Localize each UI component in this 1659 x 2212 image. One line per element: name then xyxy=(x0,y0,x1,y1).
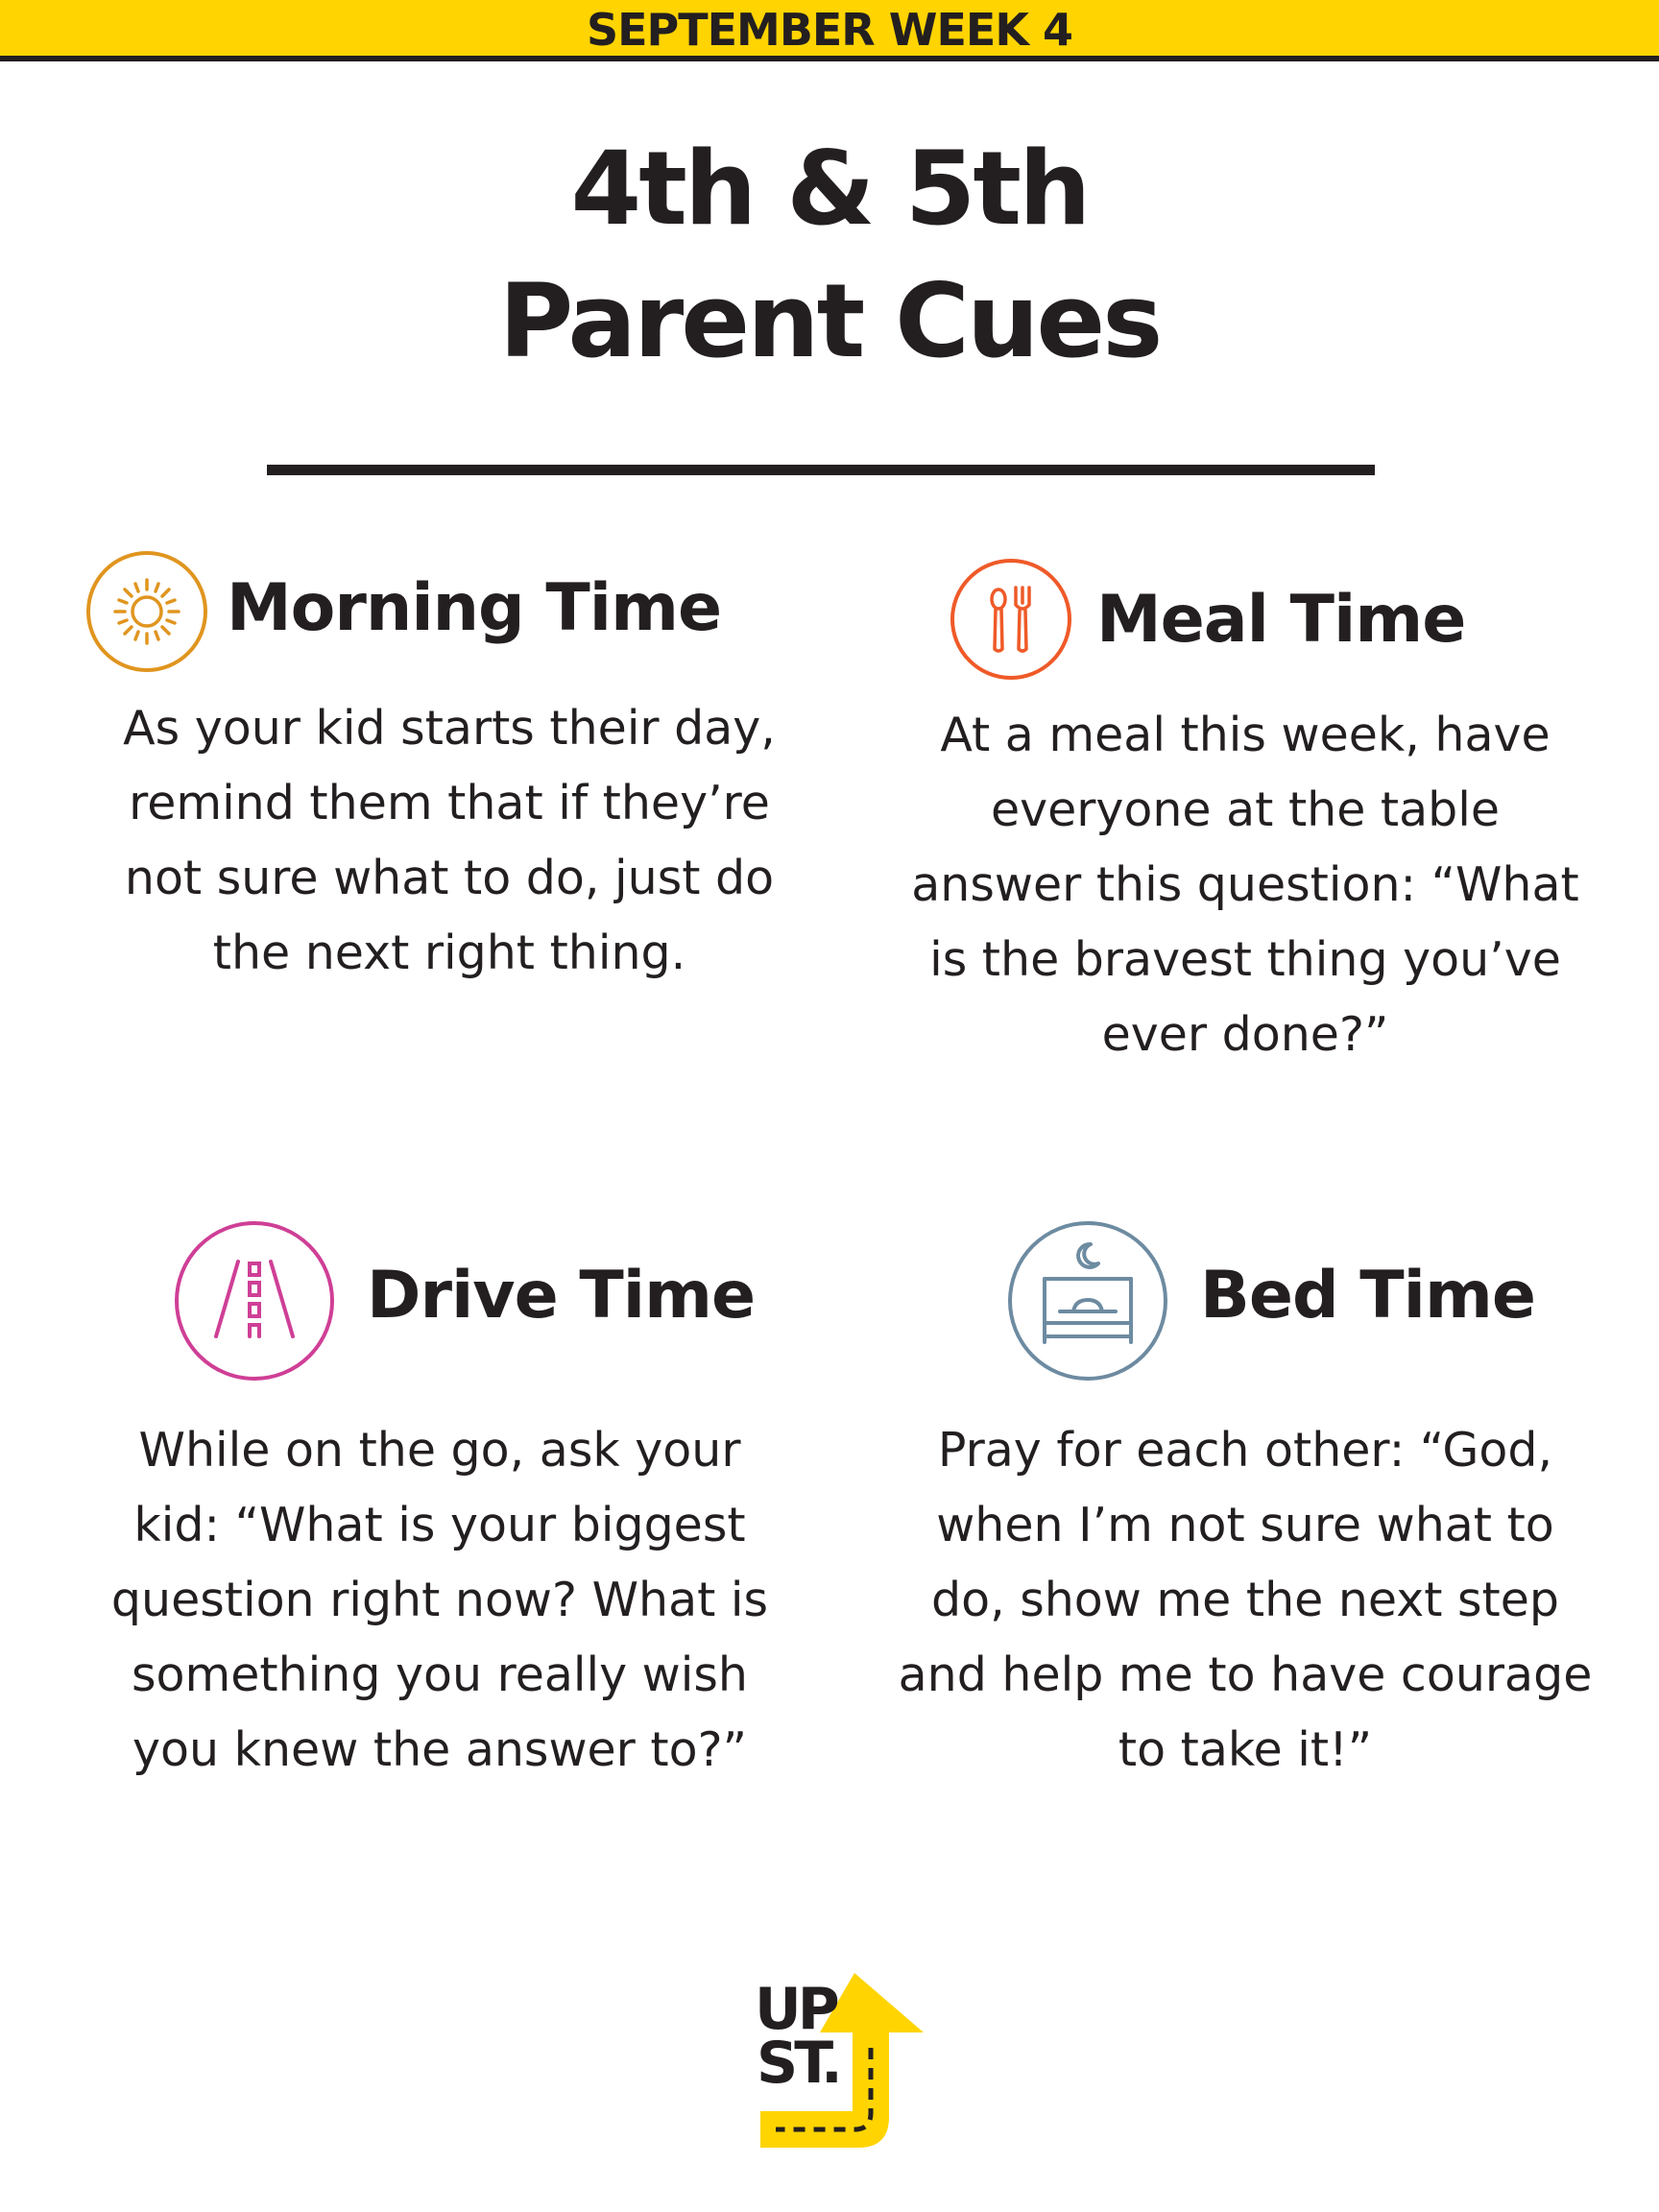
top-banner xyxy=(0,0,1659,61)
meal-line-4: is the bravest thing you’ve xyxy=(929,932,1561,987)
meal-time-text xyxy=(876,698,1615,1072)
drive-time-text xyxy=(75,1413,805,1788)
bed-time-text xyxy=(876,1413,1615,1788)
utensils-icon xyxy=(949,557,1073,682)
drive-line-1: While on the go, ask your xyxy=(138,1423,741,1478)
sun-icon xyxy=(84,549,209,674)
bed-line-3: do, show me the next step xyxy=(930,1573,1559,1627)
title-divider xyxy=(267,465,1375,475)
up-street-logo xyxy=(749,1973,931,2151)
drive-line-2: kid: “What is your biggest xyxy=(133,1498,746,1552)
meal-line-2: everyone at the table xyxy=(990,782,1501,837)
road-icon xyxy=(173,1219,336,1382)
bed-line-1: Pray for each other: “God, xyxy=(937,1423,1553,1478)
meal-line-3: answer this question: “What xyxy=(911,857,1579,912)
morning-time-text xyxy=(84,691,814,991)
morning-line-1: As your kid starts their day, xyxy=(123,701,776,756)
meal-time-heading: Meal Time xyxy=(1096,582,1466,658)
meal-line-5: ever done?” xyxy=(1101,1007,1389,1062)
bed-icon xyxy=(1006,1219,1169,1382)
banner-text: SEPTEMBER WEEK 4 xyxy=(586,4,1072,56)
drive-line-4: something you really wish xyxy=(132,1647,748,1702)
morning-line-2: remind them that if they’re xyxy=(129,776,770,830)
morning-line-3: not sure what to do, just do xyxy=(124,851,775,905)
page-title-line-2: Parent Cues xyxy=(498,262,1161,380)
bed-line-5: to take it!” xyxy=(1118,1722,1373,1777)
bed-time-heading: Bed Time xyxy=(1200,1258,1535,1334)
drive-line-5: you knew the answer to?” xyxy=(132,1722,747,1777)
drive-line-3: question right now? What is xyxy=(110,1573,769,1627)
meal-line-1: At a meal this week, have xyxy=(940,708,1551,762)
drive-time-heading: Drive Time xyxy=(367,1258,756,1334)
morning-line-4: the next right thing. xyxy=(212,926,686,980)
logo-text-st: ST. xyxy=(757,2030,839,2097)
bed-line-4: and help me to have courage xyxy=(898,1647,1593,1702)
morning-time-heading: Morning Time xyxy=(227,570,722,646)
bed-line-2: when I’m not sure what to xyxy=(936,1498,1554,1552)
page-title-line-1: 4th & 5th xyxy=(570,130,1089,248)
logo-text-up: UP xyxy=(755,1976,836,2043)
